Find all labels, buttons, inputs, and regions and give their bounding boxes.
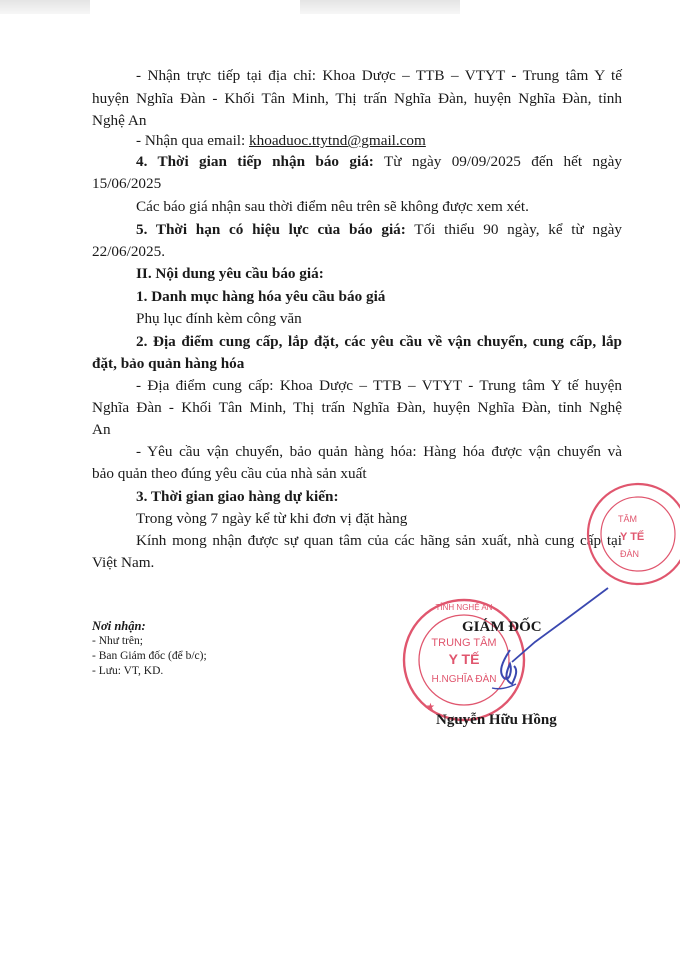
s2-heading: 2. Địa điểm cung cấp, lắp đặt, các yêu cầu về vận chuyển, cung cấp, lắp: [136, 333, 622, 350]
s2-line: - Địa điểm cung cấp: Khoa Dược – TTB – VTYT - Trung tâm Y tế huyện: [136, 377, 622, 394]
email-label: - Nhận qua email:: [136, 132, 250, 149]
seal-text: Y TẾ: [620, 531, 645, 543]
item5-text: Tối thiểu 90 ngày, kể từ ngày: [405, 221, 623, 238]
s1-text: Phụ lục đính kèm công văn: [136, 310, 302, 327]
s3-heading: 3. Thời gian giao hàng dự kiến:: [136, 488, 339, 505]
closing-line: Kính mong nhận được sự quan tâm của các hãng sản xuất, nhà cung cấp tại: [136, 532, 622, 549]
s2-line: Nghĩa Đàn - Khối Tân Minh, Thị trấn Nghĩa Đàn, huyện Nghĩa Đàn, tỉnh Nghệ: [92, 399, 622, 416]
item4-note: Các báo giá nhận sau thời điểm nêu trên sẽ không được xem xét.: [136, 198, 529, 215]
s1-heading: 1. Danh mục hàng hóa yêu cầu báo giá: [136, 288, 386, 305]
signature-ink: [440, 580, 620, 700]
signer-name: Nguyễn Hữu Hồng: [436, 712, 557, 728]
s2-line: bảo quản theo đúng yêu cầu của nhà sản xuất: [92, 465, 367, 482]
signer-title: GIÁM ĐỐC: [462, 619, 542, 635]
intro-line: - Nhận trực tiếp tại địa chỉ: Khoa Dược – TTB – VTYT - Trung tâm Y tế: [136, 67, 622, 84]
scan-edge: [0, 0, 90, 14]
stamp-line3: H.NGHĨA ĐÀN: [431, 674, 497, 685]
s2-line: An: [92, 421, 111, 438]
item4-heading: 4. Thời gian tiếp nhận báo giá:: [136, 153, 374, 170]
email-line: [136, 131, 426, 151]
section2-heading: II. Nội dung yêu cầu báo giá:: [136, 265, 324, 282]
stamp-ring-text: TỈNH NGHỆ AN: [435, 603, 493, 612]
stamp-line2: Y TẾ: [448, 651, 480, 667]
stamp-star-icon: ★: [426, 702, 435, 713]
stamp-line1: TRUNG TÂM: [431, 637, 497, 649]
item5-line: [136, 220, 622, 240]
seal-text: TÂM: [618, 514, 637, 524]
s3-text: Trong vòng 7 ngày kể từ khi đơn vị đặt hàng: [136, 510, 408, 527]
recipient-item: - Ban Giám đốc (để b/c);: [92, 650, 207, 662]
item4-line: [136, 152, 622, 172]
recipients-title: Nơi nhận:: [92, 619, 146, 633]
email-link[interactable]: khoaduoc.ttytnd@gmail.com: [249, 132, 426, 149]
scan-edge: [300, 0, 460, 14]
recipient-item: - Như trên;: [92, 635, 143, 647]
s2-heading-cont: đặt, bảo quản hàng hóa: [92, 355, 245, 372]
item4-text: Từ ngày 09/09/2025 đến hết ngày: [373, 153, 622, 170]
recipient-item: - Lưu: VT, KD.: [92, 665, 164, 677]
seal-text: ĐÀN: [620, 549, 640, 559]
intro-line: Nghệ An: [92, 112, 147, 129]
intro-line: huyện Nghĩa Đàn - Khối Tân Minh, Thị trấn Nghĩa Đàn, huyện Nghĩa Đàn, tỉnh: [92, 90, 622, 107]
item5-cont: 22/06/2025.: [92, 243, 165, 260]
closing-line: Việt Nam.: [92, 554, 155, 571]
item4-cont: 15/06/2025: [92, 175, 162, 192]
item5-heading: 5. Thời hạn có hiệu lực của báo giá:: [136, 221, 406, 238]
s2-line: - Yêu cầu vận chuyển, bảo quản hàng hóa: Hàng hóa được vận chuyển và: [136, 443, 622, 460]
